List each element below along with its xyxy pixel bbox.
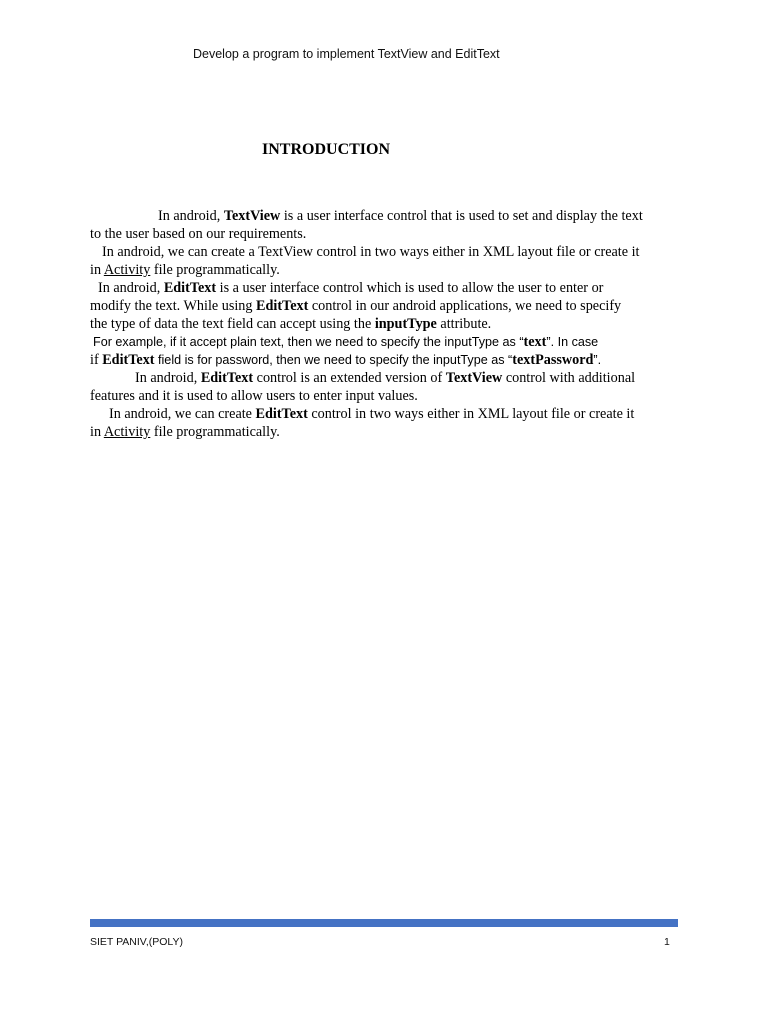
text-run: control with additional	[502, 370, 636, 386]
paragraph-line	[90, 405, 680, 423]
bold-term: TextView	[445, 370, 503, 386]
text-run: the type of data the text field can accept using the	[90, 316, 375, 332]
paragraph-line	[90, 333, 680, 351]
paragraph-line	[90, 297, 680, 315]
text-run: features and it is used to allow users to enter input values.	[90, 388, 418, 404]
text-run: is a user interface control that is used to set and display the text	[280, 208, 643, 224]
paragraph-line	[90, 387, 680, 405]
text-run: if	[90, 352, 103, 368]
text-run: In android, we can create	[109, 406, 256, 422]
page-header: Develop a program to implement TextView and EditText	[193, 47, 500, 61]
paragraph-line	[90, 423, 680, 441]
footer-institution: SIET PANIV,(POLY)	[90, 936, 183, 948]
bold-term: EditText	[255, 406, 308, 422]
text-run: In android,	[135, 370, 201, 386]
section-title: INTRODUCTION	[262, 141, 391, 158]
paragraph-line	[90, 207, 680, 225]
text-run: field is for password, then we need to specify the inputType as “	[154, 353, 513, 367]
text-run: modify the text. While using	[90, 298, 257, 314]
bold-term: EditText	[163, 280, 217, 296]
footer-divider-bar	[90, 919, 678, 927]
text-run: file programmatically.	[150, 262, 280, 278]
activity-link[interactable]: Activity	[103, 262, 151, 278]
text-run: In android, we can create a TextView control in two ways either in XML layout file or create it	[102, 244, 640, 260]
text-run: attribute.	[436, 316, 492, 332]
bold-term: EditText	[256, 298, 309, 314]
paragraph-line	[90, 315, 680, 333]
text-run: in	[90, 262, 104, 278]
text-run: For example, if it accept plain text, then we need to specify the inputType as “	[93, 335, 524, 349]
body-text	[90, 207, 680, 441]
paragraph-line	[90, 243, 680, 261]
page-number: 1	[664, 936, 670, 948]
paragraph-line	[90, 369, 680, 387]
text-run: is a user interface control which is used to allow the user to enter or	[216, 280, 604, 296]
bold-term: inputType	[374, 316, 437, 332]
paragraph-line	[90, 261, 680, 279]
activity-link[interactable]: Activity	[103, 424, 151, 440]
paragraph-line	[90, 279, 680, 297]
text-run: file programmatically.	[150, 424, 280, 440]
paragraph-line	[90, 351, 680, 369]
text-run: In android,	[158, 208, 224, 224]
bold-term: TextView	[223, 208, 281, 224]
text-run: control in our android applications, we need to specify	[308, 298, 622, 314]
bold-term: EditText	[200, 370, 254, 386]
text-run: In android,	[98, 280, 164, 296]
bold-term: EditText	[102, 352, 155, 368]
text-run: control is an extended version of	[253, 370, 446, 386]
text-run: control in two ways either in XML layout file or create it	[307, 406, 635, 422]
text-run: to the user based on our requirements.	[90, 226, 307, 242]
text-run: in	[90, 424, 104, 440]
bold-term: textPassword	[512, 352, 594, 368]
paragraph-line	[90, 225, 680, 243]
text-run: ”. In case	[546, 335, 599, 349]
text-run: ”.	[593, 353, 602, 367]
bold-term: text	[523, 334, 547, 350]
